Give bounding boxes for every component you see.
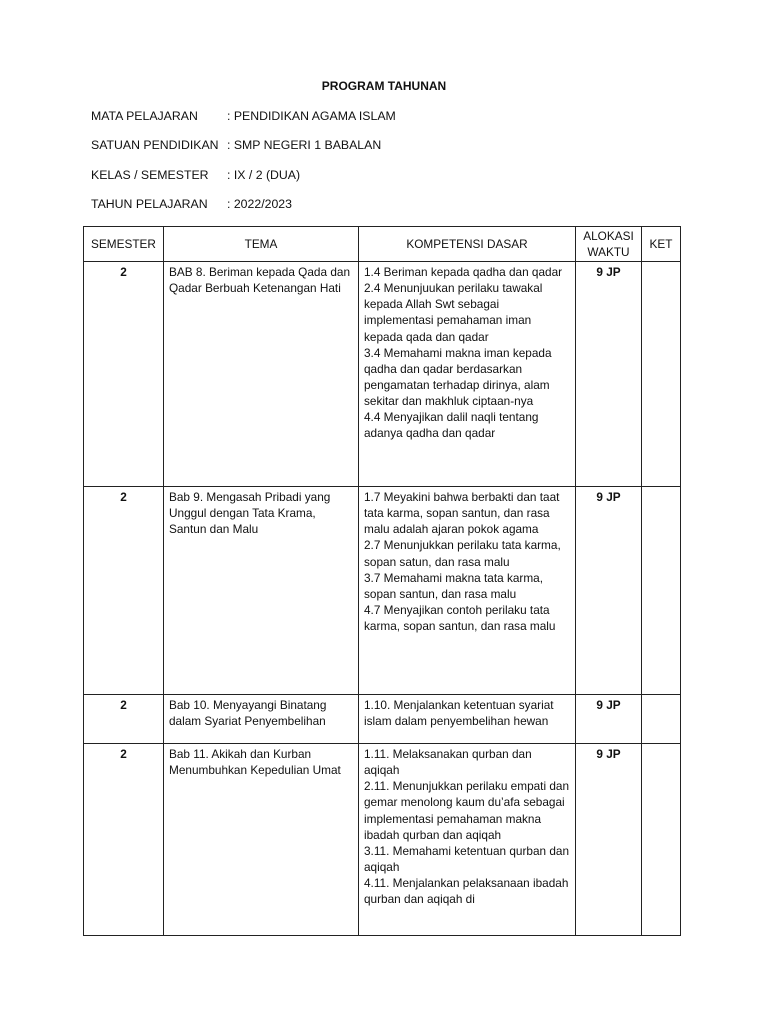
alokasi-cell: 9 JP: [576, 487, 642, 695]
meta-label: KELAS / SEMESTER: [91, 168, 209, 182]
header-tema: TEMA: [164, 227, 359, 262]
document-title: PROGRAM TAHUNAN: [321, 79, 447, 93]
table-row: [84, 695, 681, 744]
ket-cell: [642, 487, 681, 695]
tema-cell: Bab 11. Akikah dan Kurban Menumbuhkan Kepedulian Umat: [164, 744, 359, 936]
kd-item: 1.11. Melaksanakan qurban dan aqiqah: [364, 747, 532, 778]
semester-cell: 2: [84, 744, 164, 936]
header-alokasi-line1: ALOKASI: [583, 229, 634, 243]
kd-item: 4.4 Menyajikan dalil naqli tentang adanya qadha dan qadar: [364, 410, 539, 441]
kd-item: 4.11. Menjalankan pelaksanaan ibadah qurban dan aqiqah di: [364, 875, 569, 907]
ket-cell: [642, 262, 681, 487]
meta-value: : PENDIDIKAN AGAMA ISLAM: [227, 109, 396, 123]
meta-row-satuan-pendidikan: [91, 138, 381, 152]
meta-row-kelas-semester: [91, 168, 300, 182]
tema-cell: Bab 9. Mengasah Pribadi yang Unggul dengan Tata Krama, Santun dan Malu: [164, 487, 359, 695]
kd-item: 2.7 Menunjukkan perilaku tata karma, sopan satun, dan rasa malu: [364, 538, 561, 569]
tema-cell: BAB 8. Beriman kepada Qada dan Qadar Berbuah Ketenangan Hati: [164, 262, 359, 487]
meta-label: MATA PELAJARAN: [91, 109, 198, 123]
kd-item: 4.7 Menyajikan contoh perilaku tata karma, sopan santun, dan rasa malu: [364, 602, 556, 633]
header-kompetensi-dasar: KOMPETENSI DASAR: [359, 227, 576, 262]
kd-item: 3.7 Memahami makna tata karma, sopan santun, dan rasa malu: [364, 570, 543, 601]
kd-item: 1.4 Beriman kepada qadha dan qadar: [364, 265, 563, 280]
ket-cell: [642, 695, 681, 744]
header-alokasi-line2: WAKTU: [587, 245, 630, 260]
kd-item: 1.10. Menjalankan ketentuan syariat islam dalam penyembelihan hewan: [364, 698, 554, 729]
program-table: [83, 226, 681, 936]
meta-value: : 2022/2023: [227, 197, 292, 211]
header-semester: SEMESTER: [84, 227, 164, 262]
meta-row-mata-pelajaran: [91, 109, 396, 123]
kompetensi-dasar-cell: [359, 695, 576, 744]
header-ket: KET: [642, 227, 681, 262]
table-header-row: [84, 227, 681, 262]
meta-value: : SMP NEGERI 1 BABALAN: [227, 138, 382, 152]
table-row: [84, 744, 681, 936]
alokasi-cell: 9 JP: [576, 262, 642, 487]
semester-cell: 2: [84, 487, 164, 695]
kompetensi-dasar-cell: [359, 744, 576, 936]
kd-item: 3.11. Memahami ketentuan qurban dan aqiqah: [364, 843, 570, 874]
kd-item: 2.4 Menunjuukan perilaku tawakal kepada Allah Swt sebagai implementasi pemahaman iman kepada qada dan qadar: [364, 281, 543, 344]
table-row: [84, 487, 681, 695]
tema-cell: Bab 10. Menyayangi Binatang dalam Syariat Penyembelihan: [164, 695, 359, 744]
semester-cell: 2: [84, 695, 164, 744]
meta-row-tahun-pelajaran: [91, 197, 292, 211]
kompetensi-dasar-cell: [359, 487, 576, 695]
kd-item: 3.4 Memahami makna iman kepada qadha dan qadar berdasarkan pengamatan terhadap dirinya, alam sekitar dan makhluk ciptaan-nya: [364, 345, 552, 408]
kd-item: 1.7 Meyakini bahwa berbakti dan taat tata karma, sopan santun, dan rasa malu adalah ajaran pokok agama: [364, 490, 560, 537]
meta-label: SATUAN PENDIDIKAN: [91, 138, 219, 152]
meta-label: TAHUN PELAJARAN: [91, 197, 208, 211]
header-alokasi-waktu: [576, 227, 642, 262]
semester-cell: 2: [84, 262, 164, 487]
meta-value: : IX / 2 (DUA): [227, 168, 301, 182]
table-row: [84, 262, 681, 487]
kompetensi-dasar-cell: [359, 262, 576, 487]
ket-cell: [642, 744, 681, 936]
alokasi-cell: 9 JP: [576, 744, 642, 936]
kd-item: 2.11. Menunjukkan perilaku empati dan gemar menolong kaum du’afa sebagai implementasi pemahaman makna ibadah qurban dan aqiqah: [364, 779, 570, 842]
alokasi-cell: 9 JP: [576, 695, 642, 744]
